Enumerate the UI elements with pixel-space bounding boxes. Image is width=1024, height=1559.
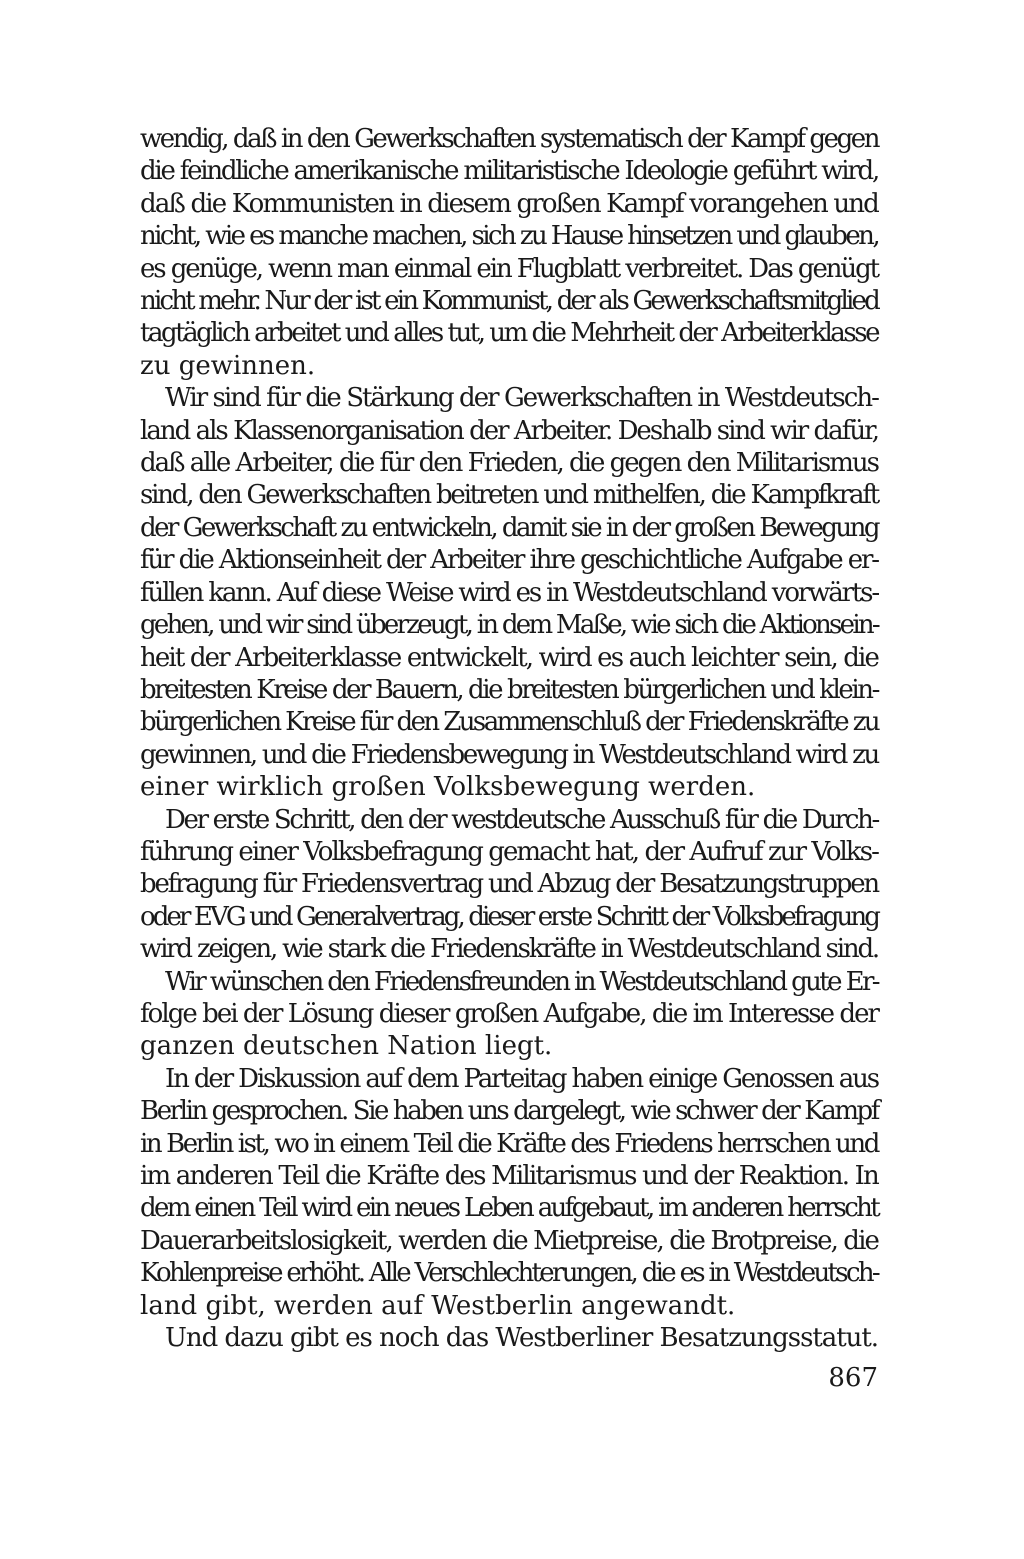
- text-line: nicht mehr. Nur der ist ein Kommunist, der als Gewerkschaftsmitglied: [140, 286, 878, 317]
- text-line: Kohlenpreise erhöht. Alle Verschlechterungen, die es in Westdeutsch-: [140, 1258, 878, 1289]
- text-line: befragung für Friedensvertrag und Abzug der Besatzungstruppen: [140, 869, 878, 900]
- text-line: gewinnen, und die Friedensbewegung in Westdeutschland wird zu: [140, 739, 878, 770]
- text-line: Wir sind für die Stärkung der Gewerkschaften in Westdeutsch-: [165, 383, 878, 414]
- text-line: breitesten Kreise der Bauern, die breitesten bürgerlichen und klein-: [140, 674, 878, 705]
- text-line: land gibt, werden auf Westberlin angewandt.: [140, 1290, 736, 1321]
- text-line: gehen, und wir sind überzeugt, in dem Maße, wie sich die Aktionsein-: [140, 610, 878, 641]
- text-line: es genüge, wenn man einmal ein Flugblatt verbreitet. Das genügt: [140, 253, 878, 284]
- text-line: der Gewerkschaft zu entwickeln, damit sie in der großen Bewegung: [140, 512, 878, 543]
- paragraph-4: [140, 966, 878, 1063]
- text-line: Wir wünschen den Friedensfreunden in Westdeutschland gute Er-: [165, 966, 878, 997]
- text-line: daß alle Arbeiter, die für den Frieden, die gegen den Militarismus: [140, 448, 878, 479]
- body-text: [140, 123, 878, 1354]
- text-line: land als Klassenorganisation der Arbeiter. Deshalb sind wir dafür,: [140, 415, 878, 446]
- text-line: folge bei der Lösung dieser großen Aufgabe, die im Interesse der: [140, 998, 878, 1029]
- text-line: die feindliche amerikanische militaristische Ideologie geführt wird,: [140, 156, 878, 187]
- text-line: oder EVG und Generalvertrag, dieser erste Schritt der Volksbefragung: [140, 901, 878, 932]
- text-line: tagtäglich arbeitet und alles tut, um die Mehrheit der Arbeiterklasse: [140, 318, 878, 349]
- text-line: nicht, wie es manche machen, sich zu Hause hinsetzen und glauben,: [140, 221, 878, 252]
- text-line: Und dazu gibt es noch das Westberliner Besatzungsstatut.: [165, 1323, 878, 1354]
- page-number: 867: [828, 1363, 878, 1393]
- text-line: führung einer Volksbefragung gemacht hat, der Aufruf zur Volks-: [140, 836, 878, 867]
- text-line: dem einen Teil wird ein neues Leben aufgebaut, im anderen herrscht: [140, 1193, 878, 1224]
- paragraph-3: [140, 804, 878, 966]
- text-line: In der Diskussion auf dem Parteitag haben einige Genossen aus: [165, 1063, 878, 1094]
- text-line: wendig, daß in den Gewerkschaften systematisch der Kampf gegen: [140, 124, 878, 154]
- text-line: füllen kann. Auf diese Weise wird es in Westdeutschland vorwärts-: [140, 577, 878, 608]
- text-line: Der erste Schritt, den der westdeutsche Ausschuß für die Durch-: [165, 804, 878, 835]
- paragraph-5: [140, 1063, 878, 1322]
- text-line: bürgerlichen Kreise für den Zusammenschluß der Friedenskräfte zu: [140, 707, 878, 738]
- text-line: Dauerarbeitslosigkeit, werden die Mietpreise, die Brotpreise, die: [140, 1225, 878, 1256]
- text-line: sind, den Gewerkschaften beitreten und mithelfen, die Kampfkraft: [140, 480, 878, 511]
- paragraph-6: [140, 1322, 878, 1354]
- text-line: daß die Kommunisten in diesem großen Kampf vorangehen und: [140, 188, 878, 219]
- text-line: ganzen deutschen Nation liegt.: [140, 1031, 553, 1062]
- text-line: im anderen Teil die Kräfte des Militarismus und der Reaktion. In: [140, 1161, 878, 1191]
- text-line: in Berlin ist, wo in einem Teil die Kräfte des Friedens herrschen und: [140, 1128, 878, 1159]
- text-line: zu gewinnen.: [140, 350, 316, 381]
- text-line: wird zeigen, wie stark die Friedenskräfte in Westdeutschland sind.: [140, 934, 878, 965]
- text-line: einer wirklich großen Volksbewegung werden.: [140, 772, 756, 803]
- paragraph-1: [140, 123, 878, 382]
- text-line: Berlin gesprochen. Sie haben uns dargelegt, wie schwer der Kampf: [140, 1096, 878, 1127]
- text-line: für die Aktionseinheit der Arbeiter ihre geschichtliche Aufgabe er-: [140, 545, 878, 576]
- text-line: heit der Arbeiterklasse entwickelt, wird es auch leichter sein, die: [140, 642, 878, 673]
- paragraph-2: [140, 382, 878, 803]
